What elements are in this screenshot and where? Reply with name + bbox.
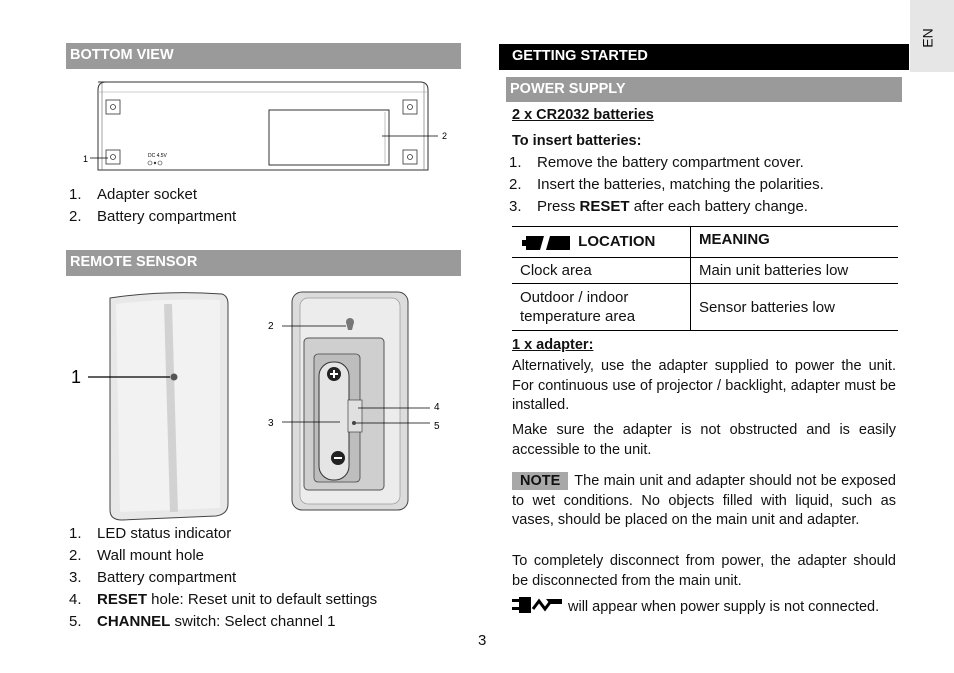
callout-5: 5 xyxy=(434,421,440,432)
page-number: 3 xyxy=(478,632,487,649)
note-badge: NOTE xyxy=(512,472,568,490)
callout-1: 1 xyxy=(83,154,89,164)
location-header: LOCATION xyxy=(578,233,656,251)
list-item: 1. Remove the battery compartment cover. xyxy=(509,154,804,171)
table-header-row xyxy=(512,227,898,258)
list-item: 3. Battery compartment xyxy=(69,569,237,586)
remote-sensor-heading: REMOTE SENSOR xyxy=(66,250,461,276)
disconnect-paragraph: To completely disconnect from power, the adapter should be disconnected from the main unit. xyxy=(512,553,896,589)
table-cell: Sensor batteries low xyxy=(691,284,899,331)
insert-heading: To insert batteries: xyxy=(512,133,642,149)
callout-3: 3 xyxy=(268,418,274,429)
battery-low-icon xyxy=(522,235,570,251)
remote-sensor-front-diagram xyxy=(64,290,239,522)
table-cell: Outdoor / indoor temperature area xyxy=(512,284,691,331)
callout-4: 4 xyxy=(434,402,440,413)
callout-2: 2 xyxy=(442,131,448,141)
adapter-heading: 1 x adapter: xyxy=(512,337,594,353)
led-indicator xyxy=(171,374,178,381)
socket-label: DC 4.5V xyxy=(148,153,167,159)
language-tab xyxy=(910,0,954,72)
reset-hole xyxy=(352,421,356,425)
polarity-icon xyxy=(154,162,156,164)
list-item: 5. CHANNEL switch: Select channel 1 xyxy=(69,613,336,630)
callout-1: 1 xyxy=(71,367,82,387)
plus-icon xyxy=(327,367,341,381)
note-paragraph: NOTE The main unit and adapter should not be exposed to wet conditions. No objects filled with liquid, such as vases, should be placed on the main unit and adapter. xyxy=(512,473,896,528)
list-item: 2. Battery compartment xyxy=(69,208,237,225)
list-item: 4. RESET hole: Reset unit to default settings xyxy=(69,591,378,608)
remote-sensor-back-diagram xyxy=(262,290,452,512)
battery-indicator-table xyxy=(512,226,898,331)
plug-disconnected-icon xyxy=(512,596,562,614)
getting-started-heading: GETTING STARTED xyxy=(499,44,909,70)
batteries-heading: 2 x CR2032 batteries xyxy=(512,107,654,123)
list-item: 2. Insert the batteries, matching the polarities. xyxy=(509,176,824,193)
callout-2: 2 xyxy=(268,321,274,332)
list-item: 1. Adapter socket xyxy=(69,186,198,203)
power-supply-heading: POWER SUPPLY xyxy=(506,77,902,102)
minus-icon xyxy=(331,451,345,465)
list-item: 3. Press RESET after each battery change. xyxy=(509,198,808,215)
list-item: 2. Wall mount hole xyxy=(69,547,204,564)
bottom-view-diagram xyxy=(80,78,455,173)
battery-compartment-cover xyxy=(269,110,389,165)
table-cell: Main unit batteries low xyxy=(691,258,899,284)
meaning-header: MEANING xyxy=(691,227,899,258)
bottom-view-list xyxy=(69,184,459,228)
table-row xyxy=(512,258,898,284)
language-tab-label: EN xyxy=(919,28,936,48)
insert-steps-list xyxy=(509,152,899,218)
table-cell: Clock area xyxy=(512,258,691,284)
adapter-paragraph: Alternatively, use the adapter supplied to power the unit. For continuous use of projector / backlight, adapter must be installed. xyxy=(512,358,896,413)
channel-switch xyxy=(348,400,362,432)
obstruction-paragraph: Make sure the adapter is not obstructed and is easily accessible to the unit. xyxy=(512,422,896,458)
table-row xyxy=(512,284,898,331)
list-item: 1. LED status indicator xyxy=(69,525,232,542)
bottom-view-heading: BOTTOM VIEW xyxy=(66,43,461,69)
plug-paragraph: will appear when power supply is not connected. xyxy=(512,596,896,618)
remote-sensor-list xyxy=(69,523,459,633)
